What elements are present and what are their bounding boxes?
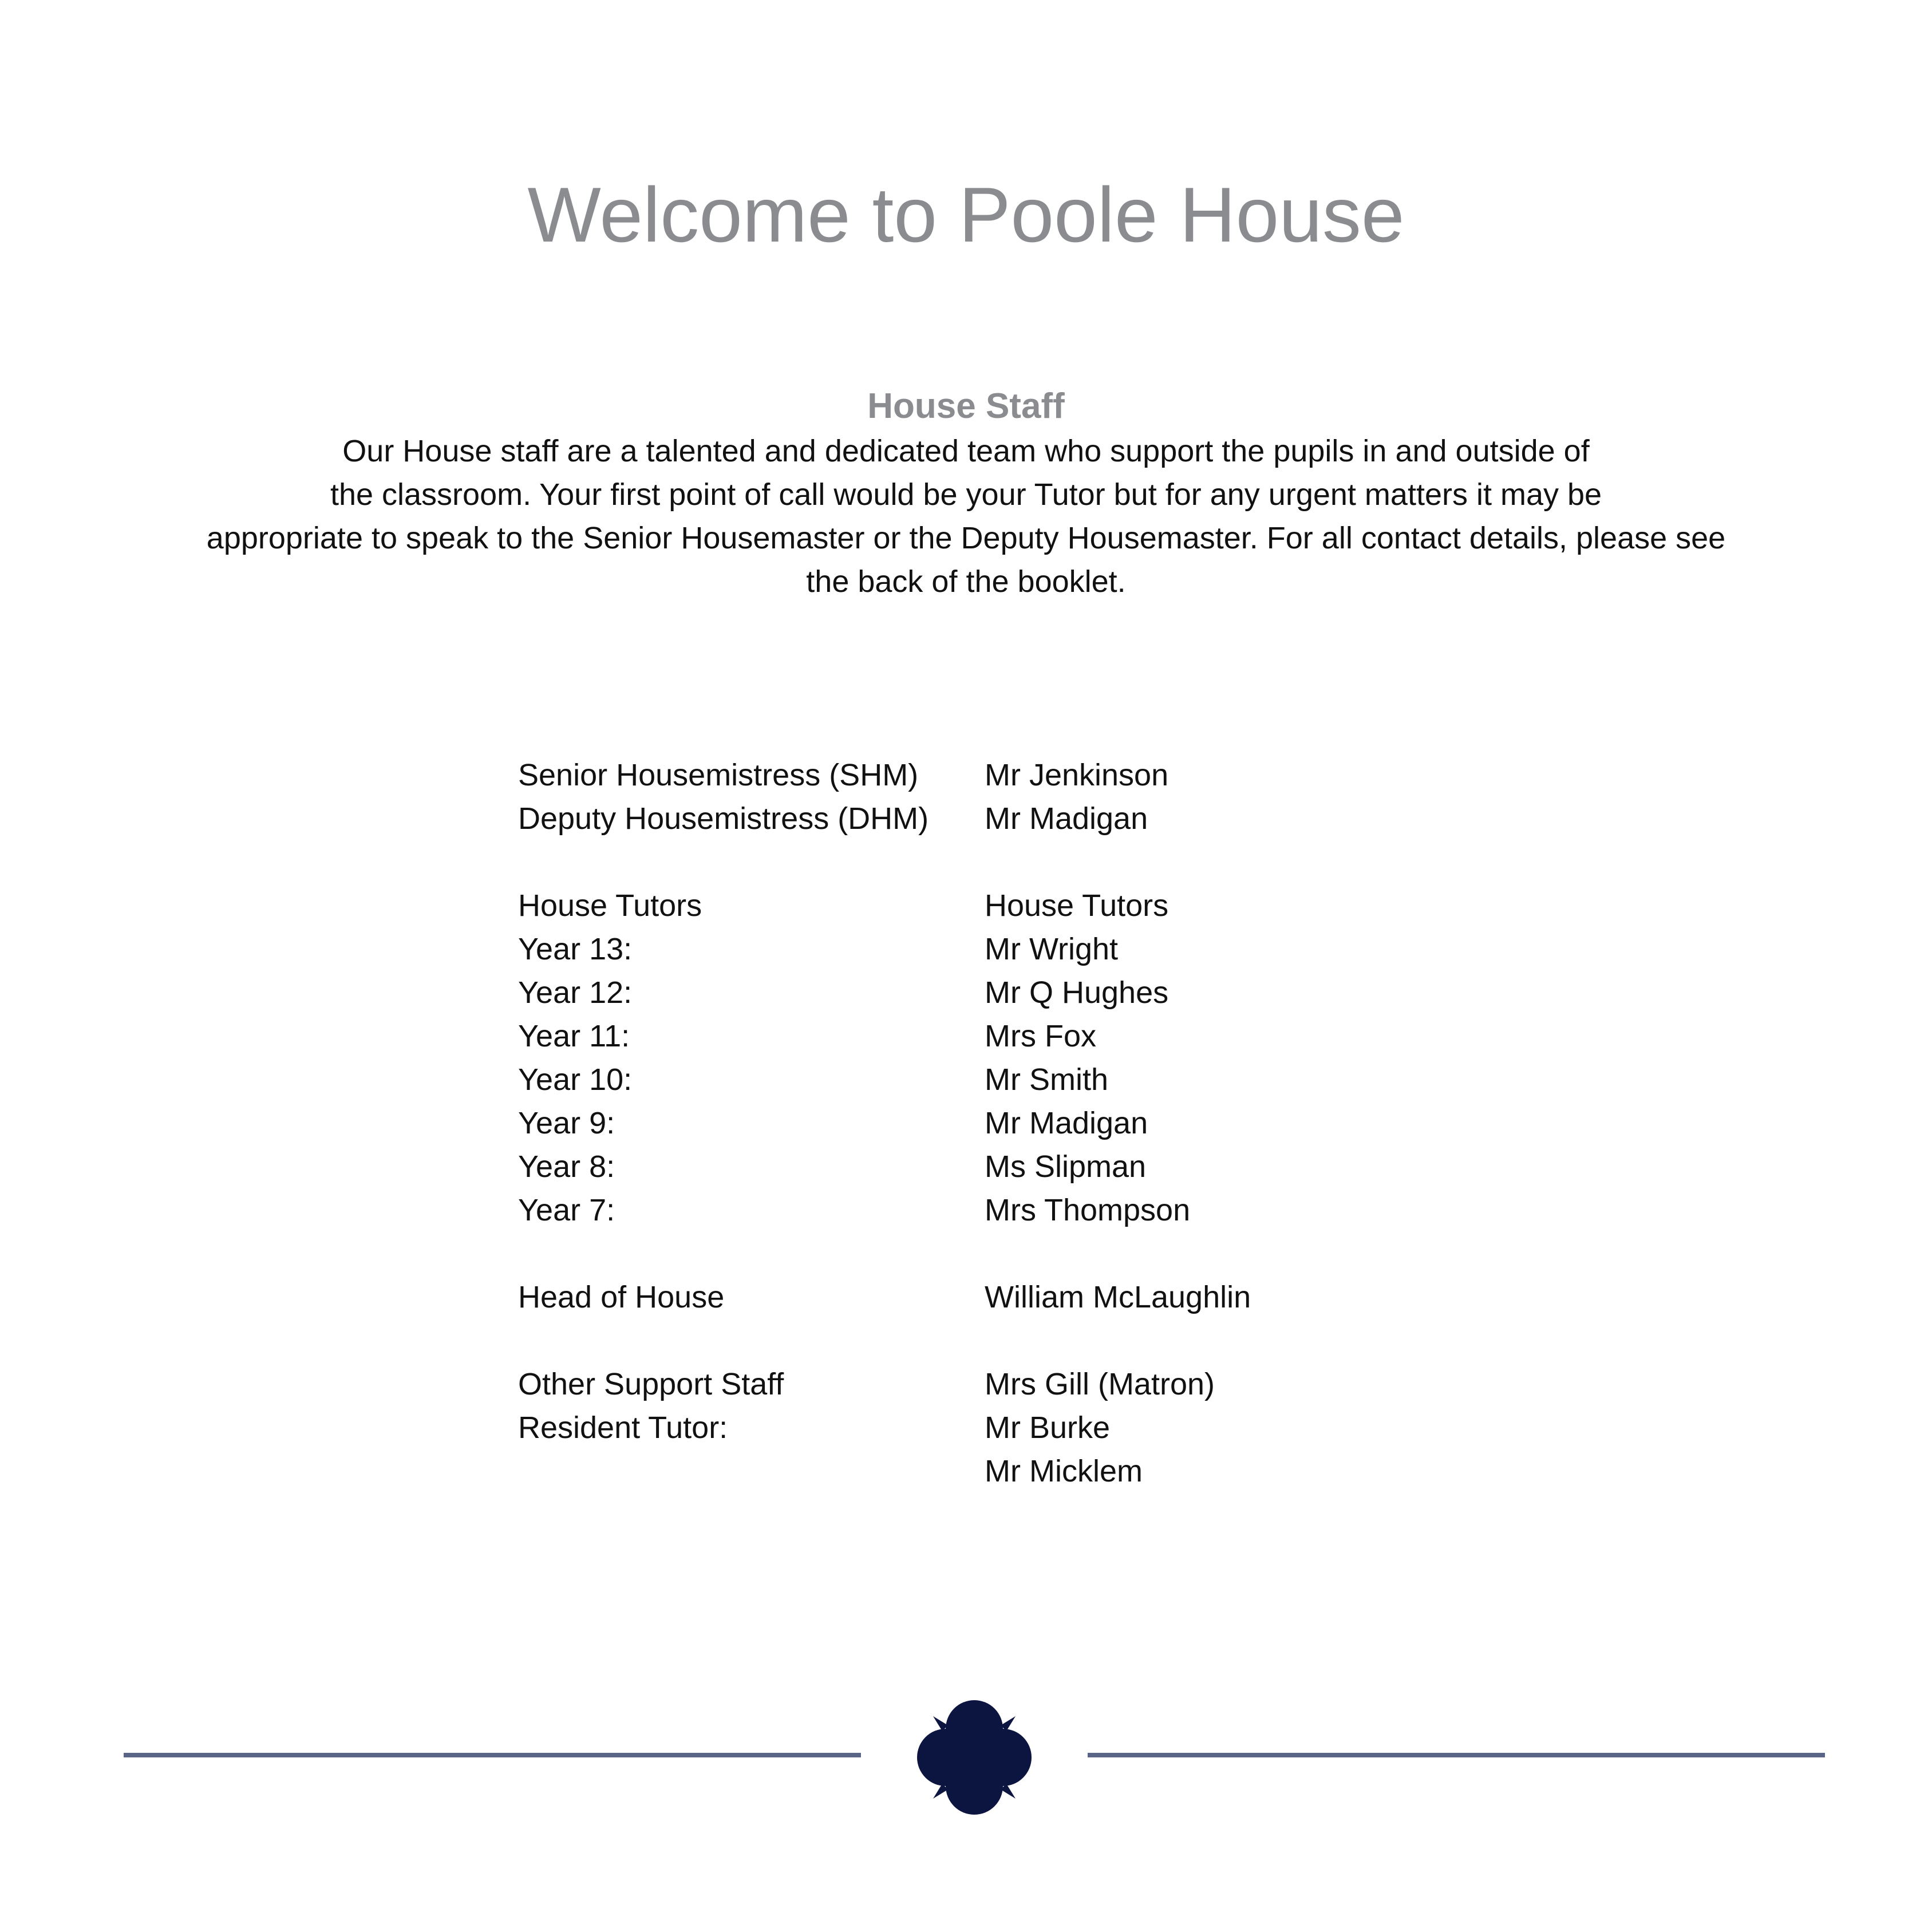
section-heading-house-staff: House Staff bbox=[867, 386, 1065, 426]
intro-line: the classroom. Your first point of call would be your Tutor but for any urgent matters it may be bbox=[330, 477, 1602, 512]
staff-role: Year 8: bbox=[518, 1149, 615, 1184]
staff-role: Year 10: bbox=[518, 1062, 633, 1097]
quatrefoil-icon bbox=[912, 1696, 1036, 1819]
spacer-row bbox=[518, 1319, 1251, 1362]
staff-role: Year 12: bbox=[518, 975, 633, 1010]
staff-role: Year 7: bbox=[518, 1193, 615, 1227]
staff-name: Mrs Thompson bbox=[985, 1193, 1191, 1227]
staff-row-tutor bbox=[518, 1058, 1251, 1101]
staff-role-empty bbox=[518, 1449, 985, 1493]
staff-name: Ms Slipman bbox=[985, 1149, 1147, 1184]
staff-name: William McLaughlin bbox=[985, 1280, 1251, 1314]
staff-row-tutor bbox=[518, 927, 1251, 971]
staff-role: Deputy Housemistress (DHM) bbox=[518, 801, 929, 836]
staff-role: Senior Housemistress (SHM) bbox=[518, 758, 919, 792]
staff-row-tutor bbox=[518, 1014, 1251, 1058]
spacer-row bbox=[518, 1232, 1251, 1275]
staff-row-tutor bbox=[518, 1145, 1251, 1188]
staff-role: Year 11: bbox=[518, 1019, 630, 1053]
staff-row-support bbox=[518, 1362, 1251, 1406]
intro-line: appropriate to speak to the Senior Housemaster or the Deputy Housemaster. For all contact details, please see bbox=[206, 521, 1726, 555]
staff-role: Other Support Staff bbox=[518, 1367, 784, 1401]
staff-name: Mr Smith bbox=[985, 1062, 1108, 1097]
staff-name: Mr Jenkinson bbox=[985, 758, 1169, 792]
spacer-row bbox=[518, 840, 1251, 884]
staff-name: Mr Madigan bbox=[985, 1106, 1148, 1140]
staff-row-tutors-header bbox=[518, 884, 1251, 927]
intro-line: Our House staff are a talented and dedicated team who support the pupils in and outside of bbox=[342, 434, 1590, 468]
staff-role: Year 13: bbox=[518, 932, 633, 966]
staff-name: Mr Q Hughes bbox=[985, 975, 1169, 1010]
page-title: Welcome to Poole House bbox=[527, 171, 1405, 258]
staff-role: Year 9: bbox=[518, 1106, 615, 1140]
staff-name: Mr Wright bbox=[985, 932, 1119, 966]
staff-row-tutor bbox=[518, 971, 1251, 1014]
staff-row-senior bbox=[518, 753, 1251, 797]
divider-left bbox=[124, 1753, 861, 1757]
staff-row-head-of-house bbox=[518, 1275, 1251, 1319]
staff-name: Mr Madigan bbox=[985, 801, 1148, 836]
staff-role: Resident Tutor: bbox=[518, 1411, 728, 1445]
staff-row-tutor bbox=[518, 1101, 1251, 1145]
staff-name: Mrs Fox bbox=[985, 1019, 1096, 1053]
staff-row-tutor bbox=[518, 1188, 1251, 1232]
intro-line: the back of the booklet. bbox=[806, 564, 1126, 599]
staff-row-deputy bbox=[518, 797, 1251, 840]
intro-paragraph bbox=[0, 429, 1932, 603]
staff-row-resident bbox=[518, 1406, 1251, 1449]
staff-role: House Tutors bbox=[518, 888, 702, 923]
staff-table bbox=[518, 753, 1251, 1493]
staff-name: House Tutors bbox=[985, 888, 1169, 923]
divider-right bbox=[1088, 1753, 1825, 1757]
staff-role: Head of House bbox=[518, 1280, 725, 1314]
staff-row-resident-extra bbox=[518, 1449, 1251, 1493]
staff-name: Mr Micklem bbox=[985, 1454, 1143, 1488]
staff-name: Mr Burke bbox=[985, 1411, 1111, 1445]
staff-name: Mrs Gill (Matron) bbox=[985, 1367, 1215, 1401]
